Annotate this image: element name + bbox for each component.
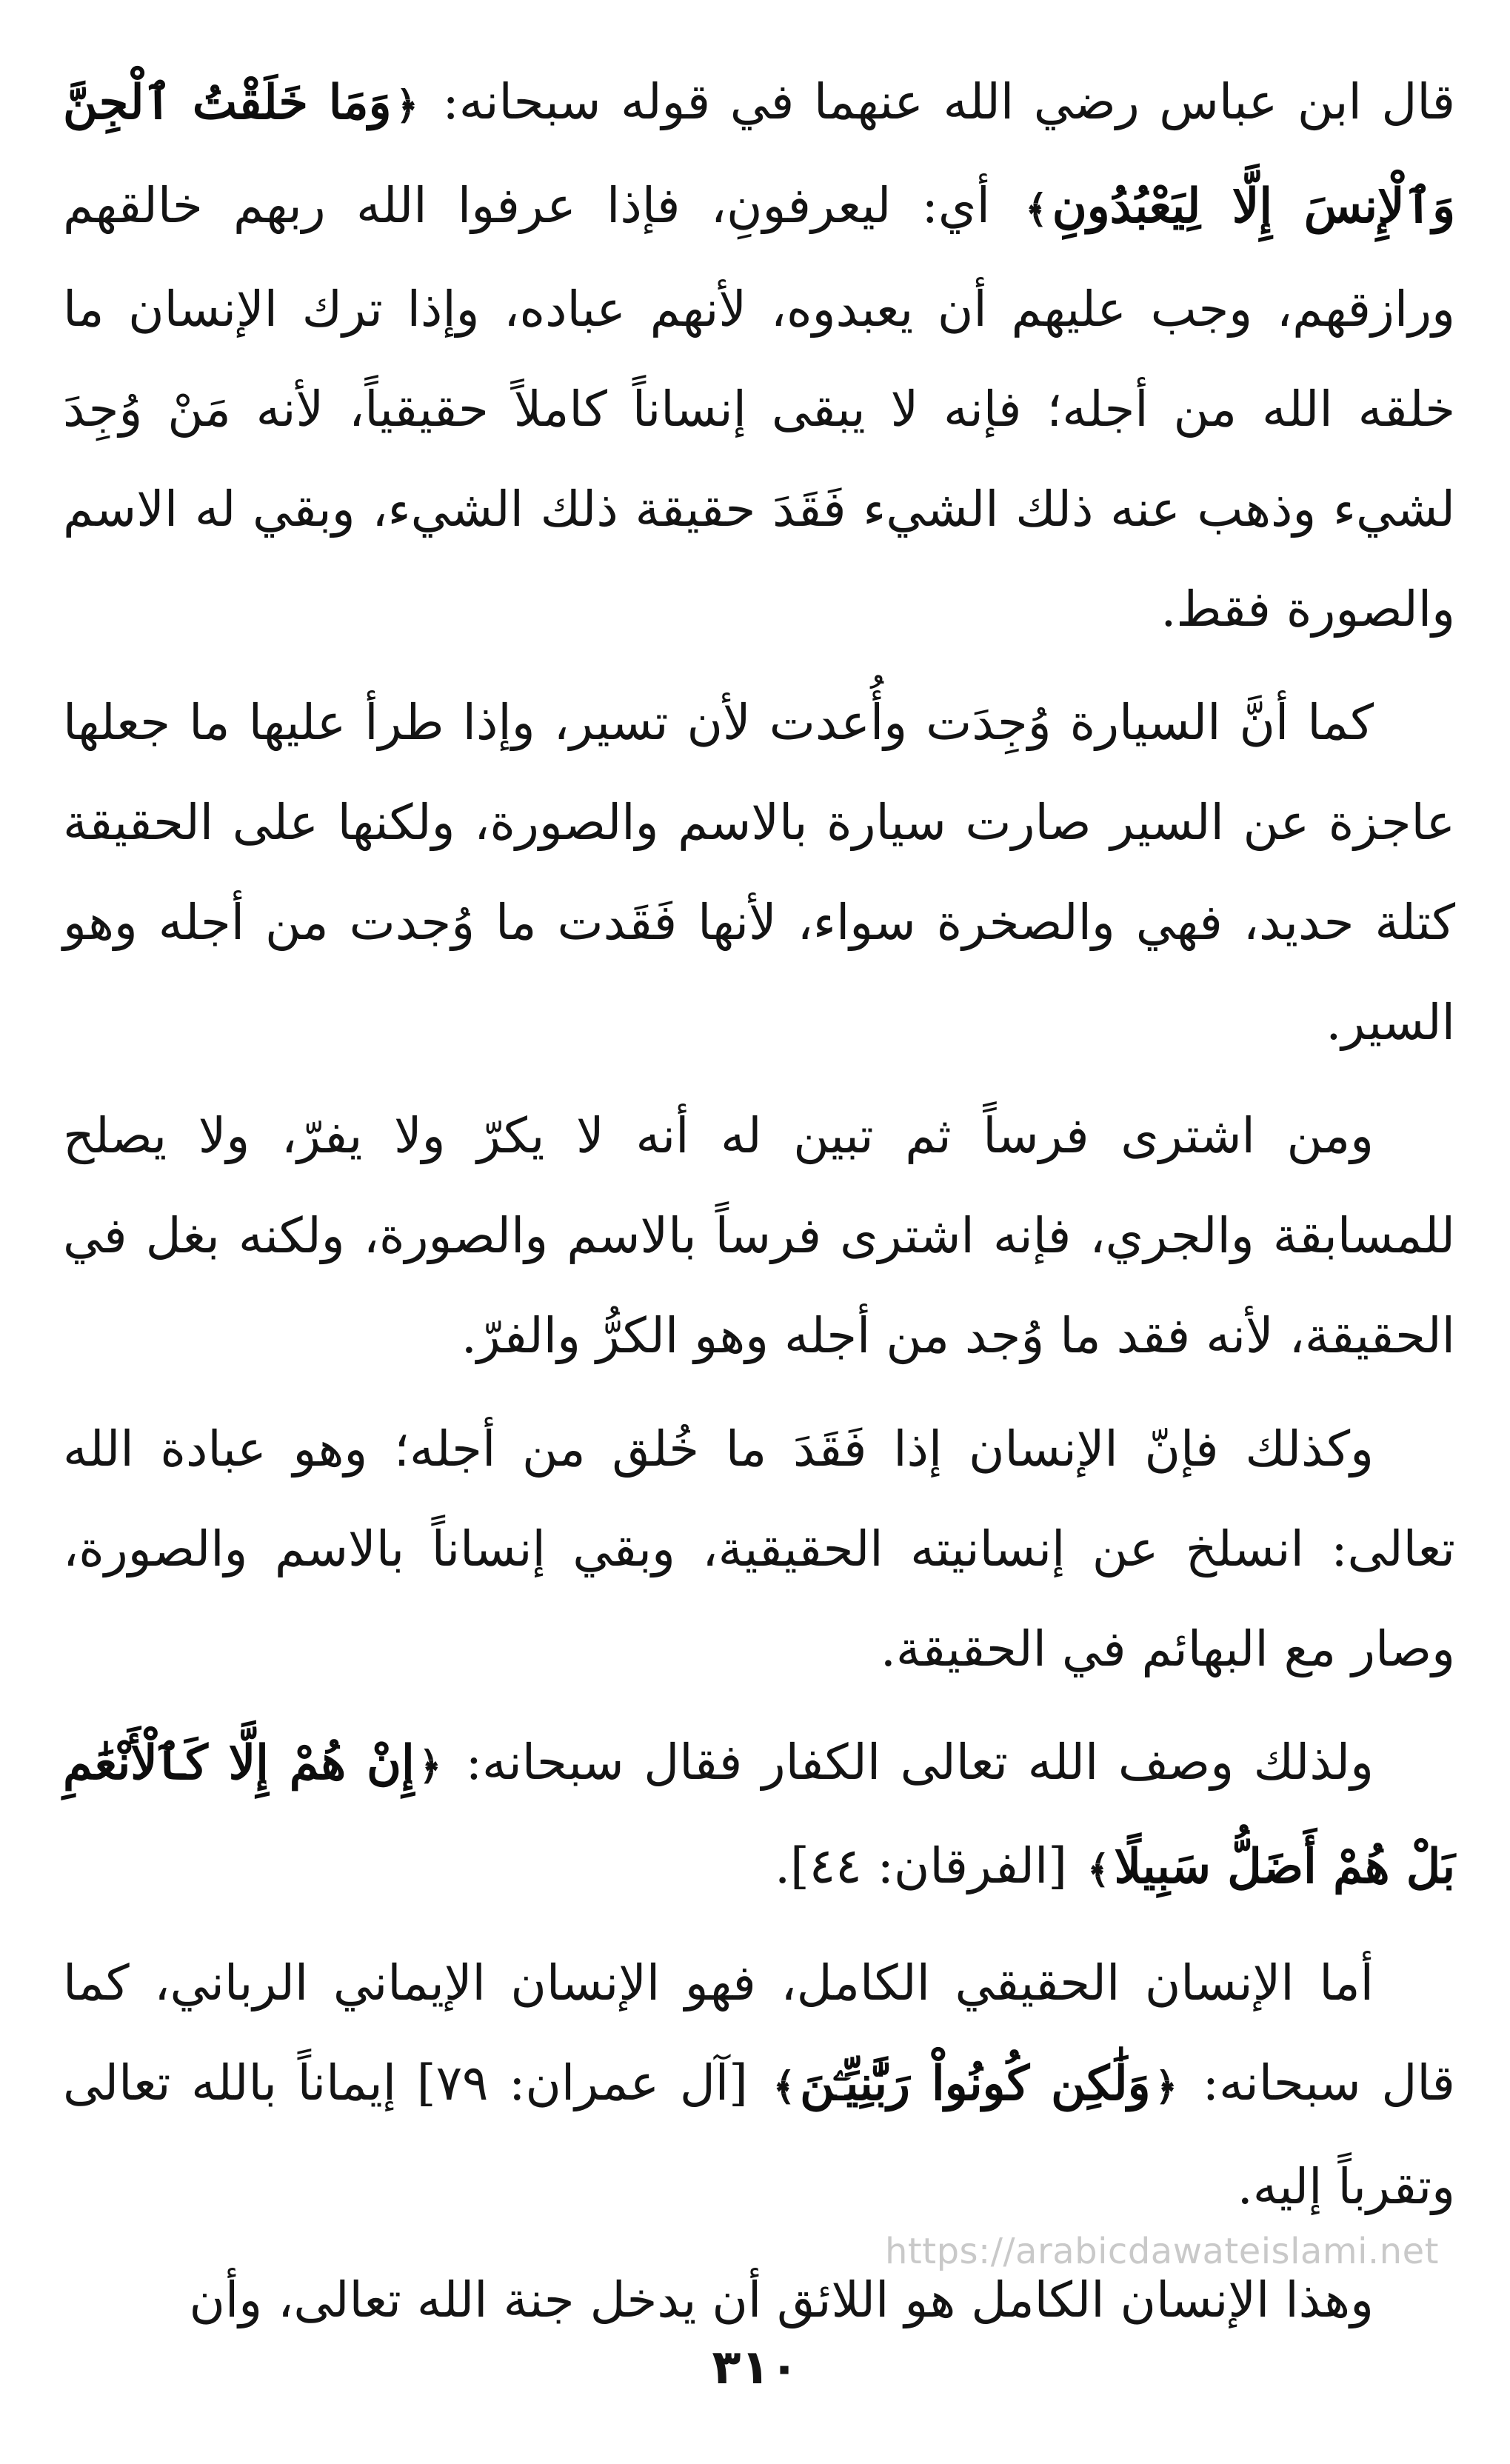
paragraph-7: وهذا الإنسان الكامل هو اللائق أن يدخل جنة الله تعالى، وأن xyxy=(189,2271,1374,2328)
paragraph-1-body: أي: ليعرفونِ، فإذا عرفوا الله ربهم خالقهم ورازقهم، وجب عليهم أن يعبدوه، لأنهم عباده، وإذا ترك الإنسان ما خلقه الله من أجله؛ فإنه لا يبقى إنساناً كاملاً حقيقياً، لأنه مَنْ وُجِدَ لشيء وذهب عنه ذلك الشيء فَقَدَ حقيقة ذلك الشيء، وبقي له الاسم والصورة فقط. xyxy=(63,177,1455,638)
paragraph-4: وكذلك فإنّ الإنسان إذا فَقَدَ ما خُلق من أجله؛ وهو عبادة الله تعالى: انسلخ عن إنسانيته الحقيقية، وبقي إنساناً بالاسم والصورة، وصار مع البهائم في الحقيقة. xyxy=(63,1420,1455,1677)
ornate-bracket-open-icon: ﴿ xyxy=(395,83,418,128)
paragraph-6-body: [آل عمران: ٧٩] إيماناً بالله تعالى وتقرباً إليه. xyxy=(63,2054,1455,2215)
ornate-bracket-close-icon: ﴾ xyxy=(772,2064,796,2109)
ornate-bracket-open-icon: ﴿ xyxy=(418,1743,442,1789)
ornate-bracket-close-icon: ﴾ xyxy=(1087,1847,1110,1892)
paragraph-1 xyxy=(63,52,1455,659)
paragraph-1-intro: قال ابن عباس رضي الله عنهما في قوله سبحانه: xyxy=(422,73,1456,130)
quran-verse-2-text: إِنْ هُمْ إِلَّا كَٱلْأَنْعَٰمِ بَلْ هُمْ أَضَلُّ سَبِيلًا xyxy=(63,1735,1455,1894)
quran-verse-3-text: وَلَٰكِن كُونُواْ رَبَّٰنِيِّـۧنَ xyxy=(800,2056,1151,2111)
paragraph-2: كما أنَّ السيارة وُجِدَت وأُعدت لأن تسير، وإذا طرأ عليها ما جعلها عاجزة عن السير صارت سيارة بالاسم والصورة، ولكنها على الحقيقة كتلة حديد، فهي والصخرة سواء، لأنها فَقَدت ما وُجدت من أجله وهو السير. xyxy=(63,694,1455,1051)
watermark-url: https://arabicdawateislami.net xyxy=(885,2231,1439,2272)
quran-verse-3 xyxy=(769,2056,1182,2111)
paragraph-6 xyxy=(63,1933,1455,2237)
ornate-bracket-open-icon: ﴿ xyxy=(1155,2064,1178,2109)
page-number: ٣١٠ xyxy=(712,2340,799,2395)
ornate-bracket-close-icon: ﴾ xyxy=(1025,187,1048,232)
paragraph-5 xyxy=(63,1712,1455,1920)
quran-verse-1-text: وَمَا خَلَقْتُ ٱلْجِنَّ وَٱلْإِنسَ إِلَّا لِيَعْبُدُونِ xyxy=(63,75,1456,234)
paragraph-5-intro: ولذلك وصف الله تعالى الكفار فقال سبحانه: xyxy=(446,1734,1374,1791)
paragraph-6-intro: أما الإنسان الحقيقي الكامل، فهو الإنسان الإيماني الرباني، كما قال سبحانه: xyxy=(63,1954,1455,2111)
paragraph-5-citation: [الفرقان: ٤٤]. xyxy=(775,1837,1083,1894)
body-text xyxy=(63,52,1455,2363)
paragraph-3: ومن اشترى فرساً ثم تبين له أنه لا يكرّ ولا يفرّ، ولا يصلح للمسابقة والجري، فإنه اشترى فرساً بالاسم والصورة، ولكنه بغل في الحقيقة، لأنه فقد ما وُجد من أجله وهو الكرُّ والفرّ. xyxy=(63,1107,1455,1364)
